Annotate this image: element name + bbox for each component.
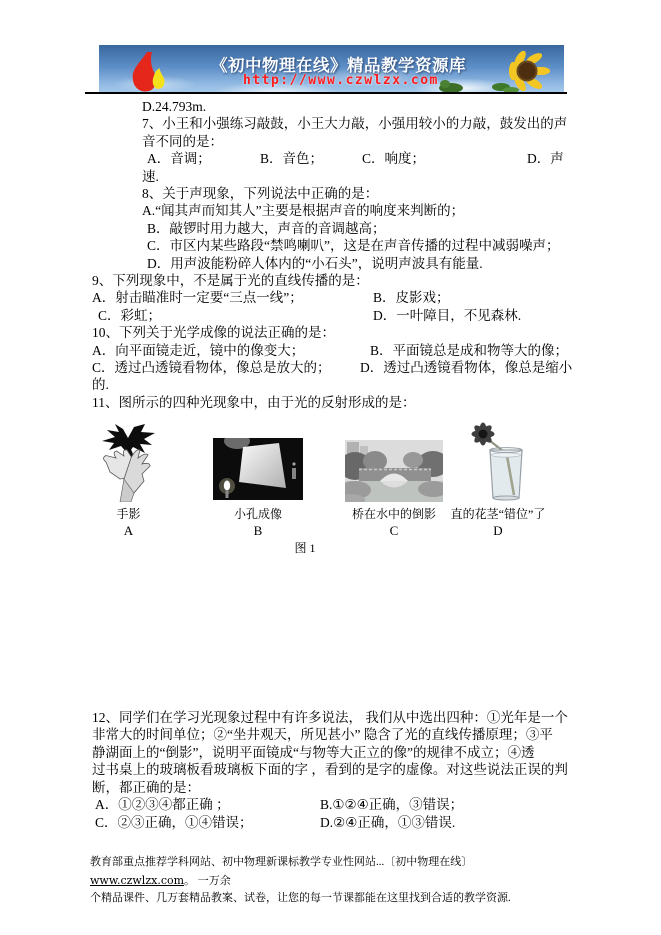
q7-stem-line1: 7、小王和小强练习敲鼓，小王大力敲，小强用较小的力敲，鼓发出的声 xyxy=(142,116,568,131)
q12-option-d: D.②④正确，①③错误. xyxy=(320,815,456,830)
q9-stem: 9、下列现象中，不是属于光的直线传播的是： xyxy=(92,273,369,288)
figure-d-caption: 直的花茎“错位”了 xyxy=(450,507,546,521)
horizontal-divider xyxy=(85,92,567,94)
q12-option-a: A．①②③④都正确 ； xyxy=(95,797,230,812)
figure-a-caption: 手影 xyxy=(116,507,141,521)
q9-option-a: A．射击瞄准时一定要“三点一线”； xyxy=(92,290,303,305)
figure-group-label: 图 1 xyxy=(294,541,316,555)
q10-option-d-overflow: 的. xyxy=(92,377,109,392)
sunflower-icon xyxy=(491,49,557,93)
q8-option-d: D．用声波能粉碎人体内的“小石头”，说明声波具有能量. xyxy=(147,256,483,271)
banner-title: 《初中物理在线》精品教学资源库 xyxy=(211,56,466,75)
site-banner xyxy=(99,45,564,94)
footer-text-before-link: 教育部重点推荐学科网站、初中物理新课标教学专业性网站...〔初中物理在线〕 xyxy=(90,856,473,868)
q9-option-b: B．皮影戏； xyxy=(373,290,450,305)
pinhole-imaging-figure-image xyxy=(213,438,303,500)
q12-option-b: B.①②④正确，③错误； xyxy=(320,797,464,812)
q9-option-c: C．彩虹； xyxy=(98,308,162,323)
q10-option-b: B．平面镜总是成和物等大的像； xyxy=(370,343,569,358)
footer-website-link[interactable]: www.czwlzx.com xyxy=(90,873,185,887)
flower-in-glass-figure-image xyxy=(467,422,527,502)
q10-option-d: D．透过凸透镜看物体，像总是缩小 xyxy=(360,360,573,375)
footer-text-after-link: 。 一万余 xyxy=(184,874,231,887)
footer-promo-text xyxy=(90,854,572,908)
q10-option-a: A．向平面镜走近，镜中的像变大； xyxy=(92,343,305,358)
q7-option-d: D．声 xyxy=(527,151,564,166)
q8-stem: 8、关于声现象，下列说法中正确的是： xyxy=(142,186,379,201)
q8-option-a: A.“闻其声而知其人”主要是根据声音的响度来判断的； xyxy=(142,203,465,218)
bridge-reflection-figure-image xyxy=(345,440,443,502)
q10-stem: 10、下列关于光学成像的说法正确的是： xyxy=(92,325,335,340)
figure-a-letter: A xyxy=(123,523,134,538)
flame-logo-icon xyxy=(125,51,169,93)
q7-option-d-overflow: 速. xyxy=(142,169,159,184)
figure-c-letter: C xyxy=(389,523,399,538)
q12-stem-line2: 非常大的时间单位；②“坐井观天，所见甚小” 隐含了光的直线传播原理；③平 xyxy=(92,727,553,742)
figure-d-letter: D xyxy=(493,523,503,538)
hand-shadow-figure-image xyxy=(100,423,157,502)
q12-stem-line3: 静湖面上的“倒影”，说明平面镜成“与物等大正立的像”的规律不成立；④透 xyxy=(92,745,535,760)
banner-url: http://www.czwlzx.com xyxy=(243,73,439,88)
q11-stem: 11、图所示的四种光现象中，由于光的反射形成的是： xyxy=(92,395,416,410)
figure-b-caption: 小孔成像 xyxy=(233,507,282,521)
q7-stem-line2: 音不同的是： xyxy=(142,134,223,149)
q8-option-c: C．市区内某些路段“禁鸣喇叭”，这是在声音传播的过程中减弱噪声； xyxy=(147,238,560,253)
q12-stem-line4: 过书桌上的玻璃板看玻璃板下面的字 ，看到的是字的虚像。对这些说法正误的判 xyxy=(92,762,568,777)
footer-text-line2: 个精品课件、几万套精品教案、试卷，让您的每一节课都能在这里找到合适的教学资源. xyxy=(90,892,511,904)
q7-option-b: B．音色； xyxy=(260,151,324,166)
figure-c-caption: 桥在水中的倒影 xyxy=(351,507,436,521)
q10-option-c: C．透过凸透镜看物体，像总是放大的； xyxy=(92,360,331,375)
q12-stem-line5: 断，都正确的是： xyxy=(92,780,200,795)
q9-option-d: D．一叶障目，不见森林. xyxy=(373,308,522,323)
grass-bush-icon xyxy=(437,79,465,93)
prev-answer-d: D.24.793m. xyxy=(142,99,207,114)
q7-option-a: A．音调； xyxy=(147,151,211,166)
q8-option-b: B．敲锣时用力越大，声音的音调越高； xyxy=(147,221,386,236)
q12-stem-line1: 12、同学们在学习光现象过程中有许多说法， 我们从中选出四种：①光年是一个 xyxy=(92,710,568,725)
q12-option-c: C．②③正确，①④错误； xyxy=(95,815,253,830)
q7-option-c: C．响度； xyxy=(362,151,426,166)
figure-b-letter: B xyxy=(253,523,263,538)
